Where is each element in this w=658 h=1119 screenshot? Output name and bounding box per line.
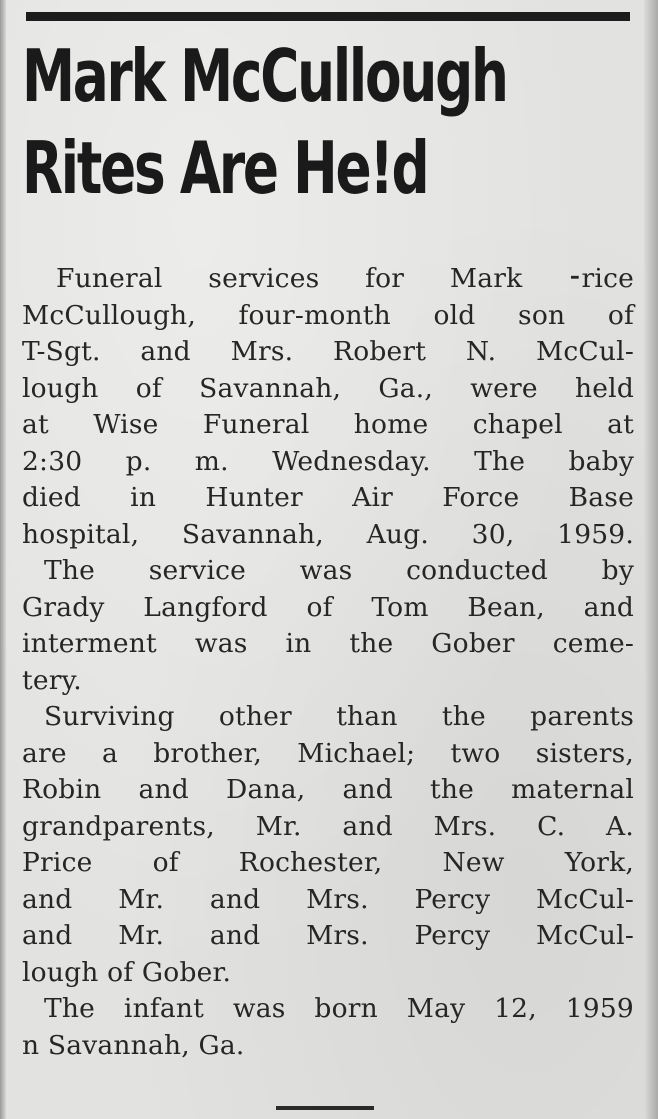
body-line: at Wise Funeral home chapel at	[22, 409, 634, 440]
body-line: tery.	[22, 664, 82, 696]
body-line: Price of Rochester, New York,	[22, 847, 634, 878]
headline-line-2: Rites Are He!d	[22, 126, 428, 210]
body-line: and Mr. and Mrs. Percy McCul-	[22, 883, 634, 915]
body-line: T-Sgt. and Mrs. Robert N. McCul-	[22, 336, 634, 367]
body-line: Surviving other than the parents	[44, 701, 634, 732]
body-line: n Savannah, Ga.	[22, 1029, 245, 1061]
clipping-right-edge	[644, 0, 658, 1119]
body-line: Grady Langford of Tom Bean, and	[22, 591, 634, 623]
body-line: lough of Gober.	[22, 956, 232, 988]
body-line: McCullough, four-month old son of	[22, 299, 634, 331]
clipping-left-edge	[0, 0, 6, 1119]
body-line: Funeral services for Mark ⁃rice	[56, 263, 634, 294]
end-rule	[276, 1106, 374, 1110]
body-line: hospital, Savannah, Aug. 30, 1959.	[22, 518, 634, 550]
body-line: died in Hunter Air Force Base	[22, 482, 634, 513]
paragraph-3	[22, 699, 634, 991]
body-line: 2:30 p. m. Wednesday. The baby	[22, 445, 634, 477]
body-line: interment was in the Gober ceme-	[22, 628, 634, 659]
top-rule	[26, 12, 630, 21]
paragraph-2	[22, 553, 634, 699]
body-line: Robin and Dana, and the maternal	[22, 774, 634, 805]
headline-line-1: Mark McCullough	[22, 34, 507, 118]
body-line: lough of Savannah, Ga., were held	[22, 372, 634, 404]
paragraph-1	[22, 261, 634, 553]
body-line: grandparents, Mr. and Mrs. C. A.	[22, 810, 634, 842]
paragraph-4	[22, 991, 634, 1064]
body-line: and Mr. and Mrs. Percy McCul-	[22, 920, 634, 951]
headline	[22, 30, 507, 214]
body-line: The service was conducted by	[44, 555, 634, 586]
body-line: are a brother, Michael; two sisters,	[22, 737, 634, 769]
article-body	[22, 261, 634, 1064]
body-line: The infant was born May 12, 1959	[44, 993, 634, 1024]
